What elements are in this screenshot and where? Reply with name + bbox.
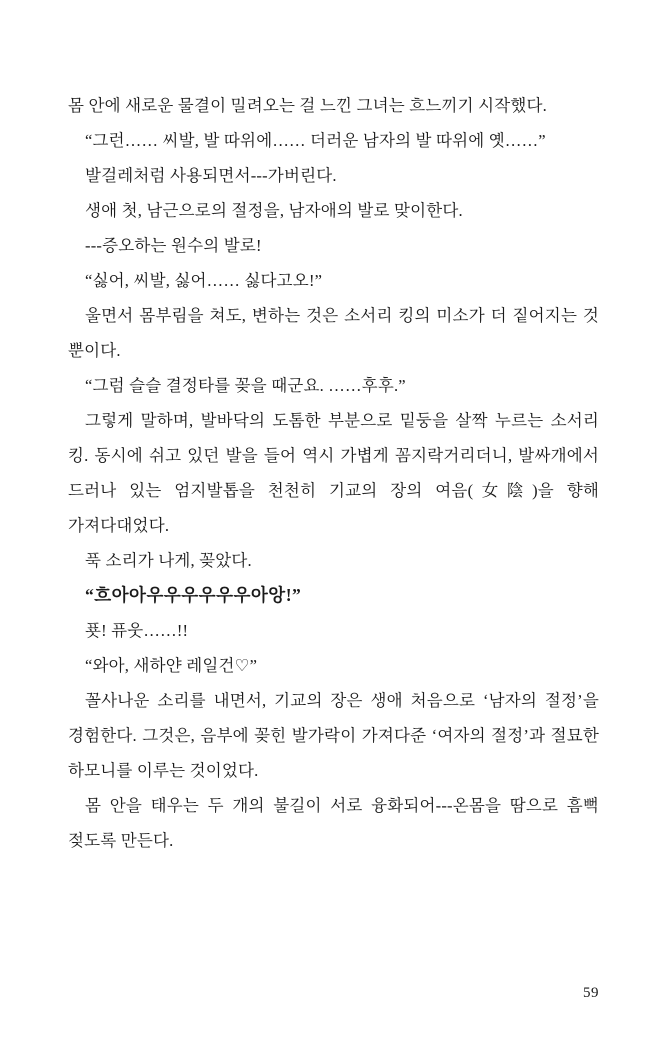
paragraph-emphasis: “흐아아우우우우우우아앙!” (85, 585, 302, 605)
paragraph: “그럼 슬슬 결정타를 꽂을 때군요. ……후후.” (85, 376, 406, 395)
paragraph: ---증오하는 원수의 발로! (85, 236, 262, 255)
paragraph: “싫어, 씨발, 싫어…… 싫다고오!” (85, 271, 323, 290)
paragraph: 울면서 몸부림을 쳐도, 변하는 것은 소서리 킹의 미소가 더 짙어지는 것 뿐이다. (68, 306, 599, 360)
paragraph: 그렇게 말하며, 발바닥의 도톰한 부분으로 밑둥을 살짝 누르는 소서리 킹. 동시에 쉬고 있던 발을 들어 역시 가볍게 꼼지락거리더니, 발싸개에서 드러나 있는 엄지발톱을 천천히 기교의 장의 여음(女陰)을 향해 가져다대었다. (68, 411, 599, 535)
page-number: 59 (583, 985, 599, 1001)
paragraph: 몸 안을 태우는 두 개의 불길이 서로 융화되어---온몸을 땀으로 흠뻑 젖도록 만든다. (68, 796, 599, 850)
paragraph: 생애 첫, 남근으로의 절정을, 남자애의 발로 맞이한다. (85, 201, 463, 220)
paragraph: 몸 안에 새로운 물결이 밀려오는 걸 느낀 그녀는 흐느끼기 시작했다. (68, 96, 548, 115)
paragraph: 꼴사나운 소리를 내면서, 기교의 장은 생애 처음으로 ‘남자의 절정’을 경험한다. 그것은, 음부에 꽂힌 발가락이 가져다준 ‘여자의 절정’과 절묘한 하모니를 이루는 것이었다. (68, 691, 599, 780)
paragraph: 푹 소리가 나게, 꽂았다. (85, 551, 252, 570)
page-body (68, 88, 599, 858)
paragraph: 발걸레처럼 사용되면서---가버린다. (85, 166, 337, 185)
paragraph: 푯! 퓨웃……!! (85, 621, 189, 640)
paragraph: “그런…… 씨발, 발 따위에…… 더러운 남자의 발 따위에 옛……” (85, 131, 546, 150)
paragraph: “와아, 새하얀 레일건♡” (85, 656, 258, 675)
